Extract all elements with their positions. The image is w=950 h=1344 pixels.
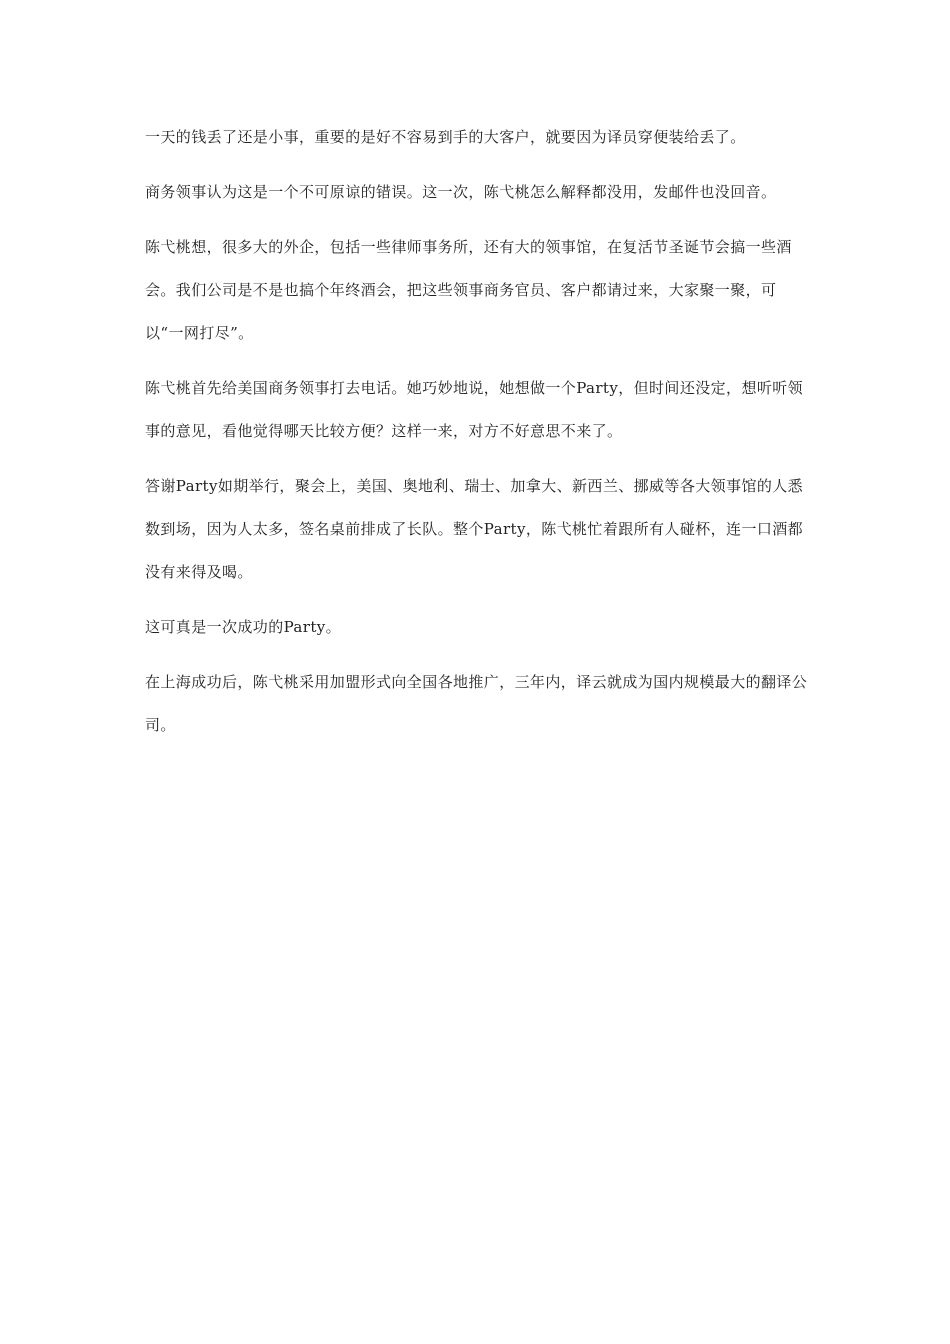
document-body <box>145 116 810 747</box>
paragraph-1: 一天的钱丢了还是小事，重要的是好不容易到手的大客户，就要因为译员穿便装给丢了。 <box>145 128 746 146</box>
paragraph-7: 在上海成功后，陈弋桃采用加盟形式向全国各地推广，三年内，译云就成为国内规模最大的翻译公司。 <box>145 673 808 734</box>
paragraph-6: 这可真是一次成功的Party。 <box>145 618 342 636</box>
paragraph-2: 商务领事认为这是一个不可原谅的错误。这一次，陈弋桃怎么解释都没用，发邮件也没回音。 <box>145 183 777 201</box>
paragraph-3: 陈弋桃想，很多大的外企，包括一些律师事务所，还有大的领事馆，在复活节圣诞节会搞一些酒会。我们公司是不是也搞个年终酒会，把这些领事商务官员、客户都请过来，大家聚一聚，可以“一网打尽”。 <box>145 238 792 342</box>
paragraph-5: 答谢Party如期举行，聚会上，美国、奥地利、瑞士、加拿大、新西兰、挪威等各大领事馆的人悉数到场，因为人太多，签名桌前排成了长队。整个Party，陈弋桃忙着跟所有人碰杯，连一口酒都没有来得及喝。 <box>145 477 804 581</box>
paragraph-4: 陈弋桃首先给美国商务领事打去电话。她巧妙地说，她想做一个Party，但时间还没定，想听听领事的意见，看他觉得哪天比较方便？这样一来，对方不好意思不来了。 <box>145 379 804 440</box>
